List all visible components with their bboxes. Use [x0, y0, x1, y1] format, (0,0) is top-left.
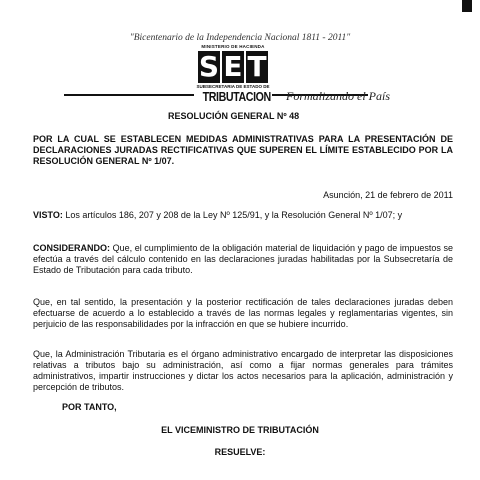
por-tanto: POR TANTO,	[62, 402, 117, 412]
considerando-paragraph	[33, 243, 453, 276]
considerando-text: Que, el cumplimiento de la obligación material de liquidación y pago de impuestos se efectúa a través del cálculo contenido en las declaraciones juradas habilitadas por la Subsecretaría de Estado de Tributación para cada tributo.	[33, 243, 453, 275]
authority-title: EL VICEMINISTRO DE TRIBUTACIÓN	[161, 425, 319, 435]
formalizando-tagline: Formalizando el País	[286, 89, 390, 103]
logo-tributacion-text: TRIBUTACION	[202, 89, 271, 104]
paragraph-2: Que, en tal sentido, la presentación y la posterior rectificación de tales declaraciones juradas deben efectuarse de acuerdo a lo establecido a través de las normas legales y reglamentarias vigentes, sin perjuicio de las responsabilidades por la infracción en que se hubiere incurrido.	[33, 297, 453, 329]
scan-corner-mark	[462, 0, 472, 12]
bicentenario-motto: "Bicentenario de la Independencia Nacional 1811 - 2011"	[129, 33, 351, 43]
document-heading: POR LA CUAL SE ESTABLECEN MEDIDAS ADMINISTRATIVAS PARA LA PRESENTACIÓN DE DECLARACIONES JURADAS RECTIFICATIVAS QUE SUPEREN EL LÍMITE ESTABLECIDO POR LA RESOLUCIÓN GENERAL Nº 1/07.	[33, 134, 453, 166]
visto-label: VISTO:	[33, 210, 63, 220]
header-rule-left	[64, 94, 194, 96]
logo-letter-e: E	[223, 50, 243, 83]
document-date: Asunción, 21 de febrero de 2011	[323, 190, 453, 200]
logo-ministerio-text: MINISTERIO DE HACIENDA	[201, 44, 265, 49]
visto-paragraph	[33, 210, 453, 221]
considerando-label: CONSIDERANDO:	[33, 243, 111, 253]
logo-letter-s: S	[198, 50, 220, 83]
visto-text: Los artículos 186, 207 y 208 de la Ley Nº 125/91, y la Resolución General Nº 1/07; y	[62, 210, 403, 220]
resuelve-heading: RESUELVE:	[214, 447, 266, 457]
resolution-title: RESOLUCIÓN GENERAL Nº 48	[168, 111, 300, 121]
logo-letter-t: T	[247, 50, 267, 83]
logo-subsecretaria-text: SUBSECRETARIA DE ESTADO DE	[196, 84, 270, 89]
logo-set-letters	[196, 51, 270, 83]
paragraph-3: Que, la Administración Tributaria es el órgano administrativo encargado de interpretar las disposiciones relativas a tributos bajo su administración, así como a fijar normas generales para trámites administrativos, impartir instrucciones y dictar los actos necesarios para la aplicación, administración y percepción de tributos.	[33, 349, 453, 392]
set-logo	[196, 44, 270, 103]
